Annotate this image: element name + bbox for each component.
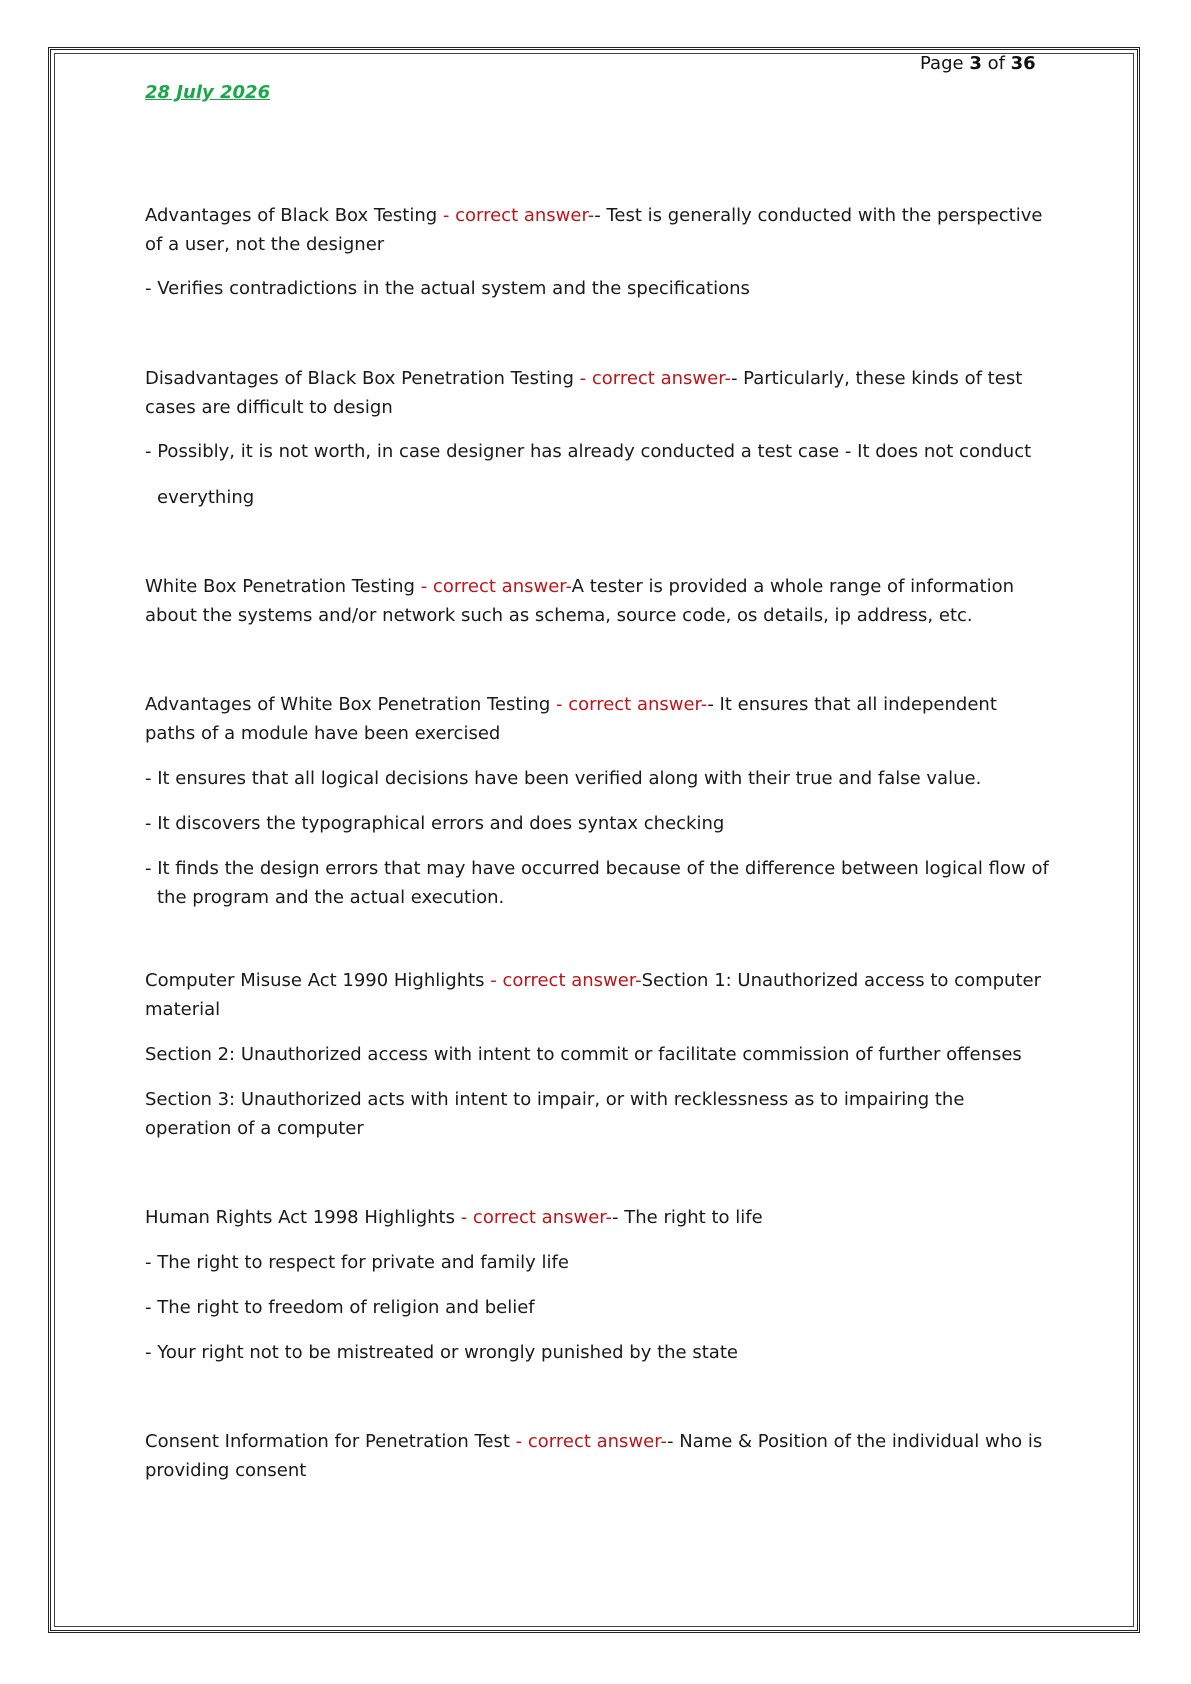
entry-definition [145,572,1050,630]
entry-line: - It finds the design errors that may have occurred because of the difference between logical flow of the program and the actual execution. [145,858,1049,908]
entry-line: - It discovers the typographical errors and does syntax checking [145,813,725,834]
entry-term: White Box Penetration Testing [145,576,421,597]
entry-definition [145,201,1050,259]
entry-line: - Verifies contradictions in the actual system and the specifications [145,278,750,299]
entry-definition [145,1203,1050,1232]
entry-term: Human Rights Act 1998 Highlights [145,1207,461,1228]
answer-label: - correct answer- [442,205,595,226]
entry-line: Section 3: Unauthorized acts with intent to impair, or with recklessness as to impairing the operation of a computer [145,1089,965,1139]
answer-label: - correct answer- [579,368,731,389]
entry-line: everything [157,487,255,508]
entry-term: Computer Misuse Act 1990 Highlights [145,970,491,991]
entry-answer: - It ensures that all independent paths of a module have been exercised [145,694,997,744]
answer-label: - correct answer- [460,1207,613,1228]
answer-label: - correct answer- [490,970,642,991]
entry-term: Consent Information for Penetration Test [145,1431,516,1452]
entry-definition [145,364,1050,422]
entry-answer: - Particularly, these kinds of test cases are difficult to design [145,368,1023,418]
entry-line: Section 2: Unauthorized access with intent to commit or facilitate commission of further offenses [145,1044,1022,1065]
answer-label: - correct answer- [555,694,708,715]
entry-term: Advantages of Black Box Testing [145,205,443,226]
entry-line: - The right to freedom of religion and belief [145,1297,535,1318]
answer-label: - correct answer- [420,576,572,597]
entry-answer: Section 1: Unauthorized access to computer material [145,970,1041,1020]
entry-line: - It ensures that all logical decisions have been verified along with their true and false value. [145,768,982,789]
entry-term: Disadvantages of Black Box Penetration Testing [145,368,580,389]
answer-label: - correct answer- [515,1431,667,1452]
entry-answer: - The right to life [612,1207,763,1228]
document-date: 28 July 2026 [145,82,271,103]
entry-term: Advantages of White Box Penetration Testing [145,694,556,715]
entry-line: - Your right not to be mistreated or wrongly punished by the state [145,1342,738,1363]
entry-definition [145,966,1050,1024]
entry-line: - Possibly, it is not worth, in case designer has already conducted a test case - It does not conduct [145,441,1032,462]
entry-answer: - Name & Position of the individual who is providing consent [145,1431,1043,1481]
entry-answer: - Test is generally conducted with the perspective of a user, not the designer [145,205,1043,255]
entry-definition [145,1427,1050,1485]
entry-definition [145,690,1050,748]
page-number: Page 3 of 36 [920,53,1036,74]
entry-line: - The right to respect for private and family life [145,1252,569,1273]
entry-answer: A tester is provided a whole range of information about the systems and/or network such as schema, source code, os details, ip address, etc. [145,576,1015,626]
